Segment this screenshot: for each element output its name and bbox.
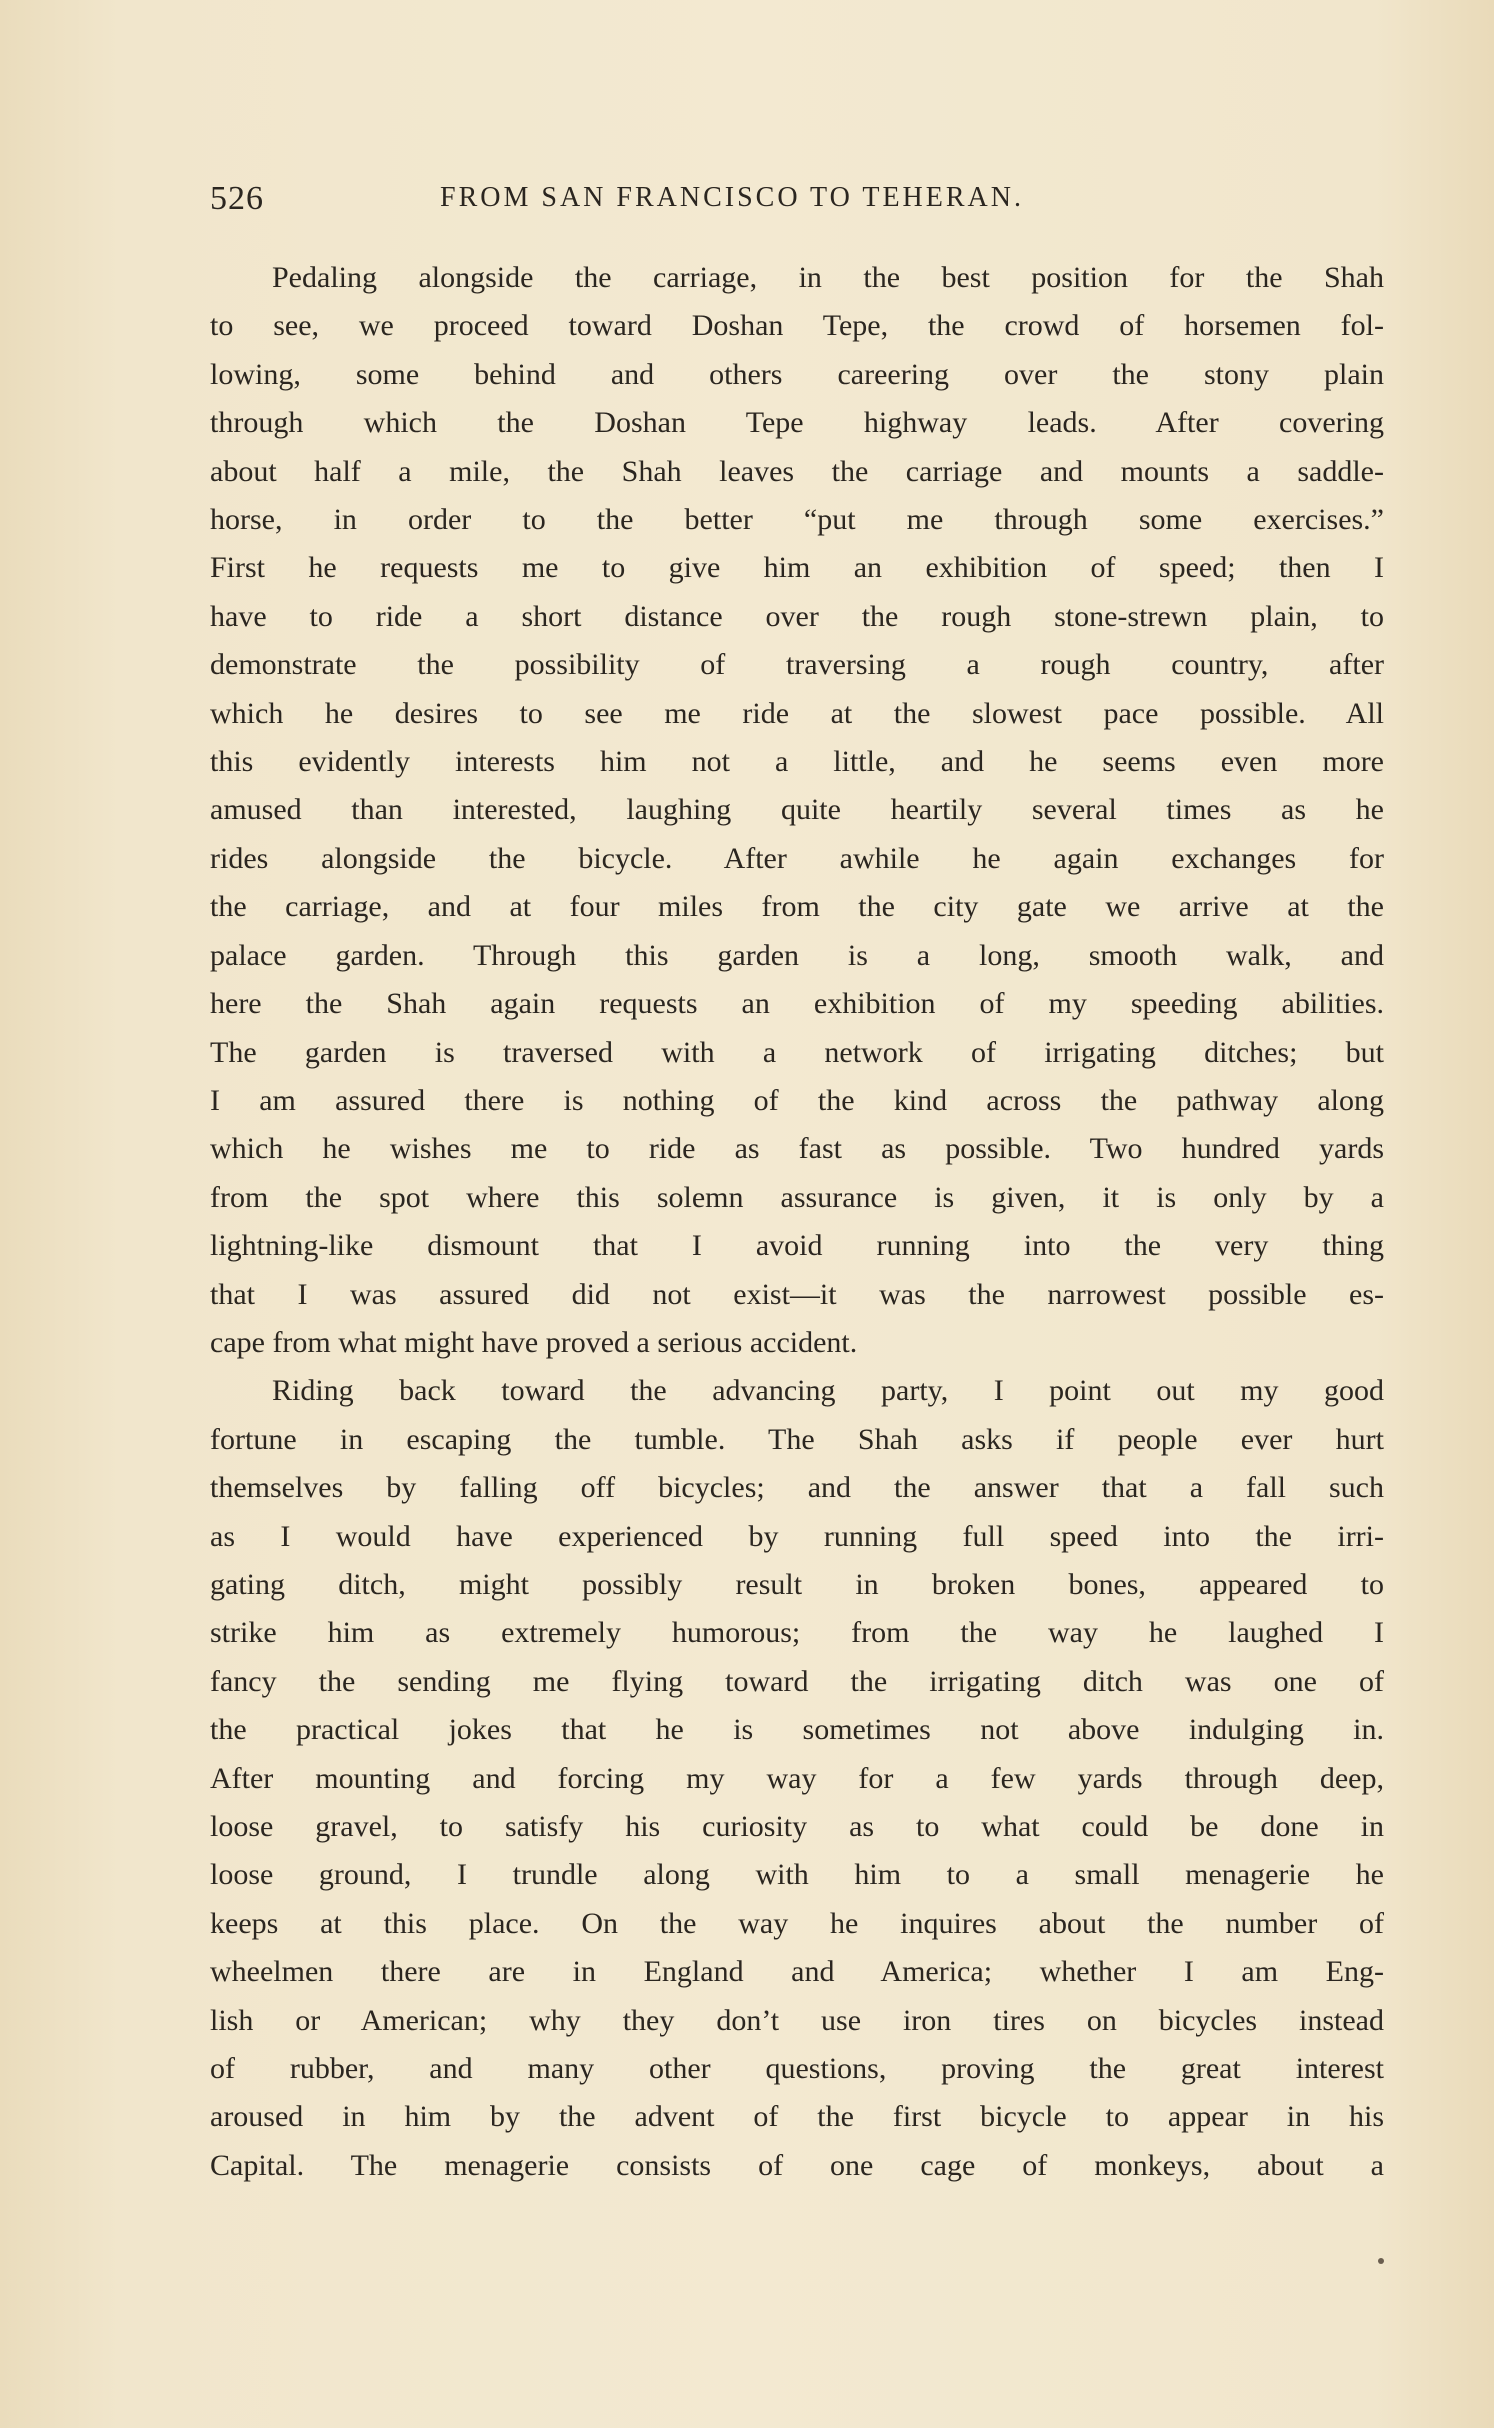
text-line: lowing, some behind and others careering over the stony plain [210,357,1384,391]
text-line: wheelmen there are in England and America; whether I am Eng- [210,1955,1384,1989]
text-line: lish or American; why they don’t use iron tires on bicycles instead [210,2003,1384,2037]
text-line: The garden is traversed with a network of irrigating ditches; but [210,1035,1384,1069]
running-head [210,180,1380,220]
text-line: that I was assured did not exist—it was the narrowest possible es- [210,1277,1384,1311]
text-line: the practical jokes that he is sometimes not above indulging in. [210,1713,1384,1747]
text-line: this evidently interests him not a little, and he seems even more [210,745,1384,779]
text-line: have to ride a short distance over the rough stone-strewn plain, to [210,599,1384,633]
text-line: through which the Doshan Tepe highway leads. After covering [210,406,1384,440]
text-line: about half a mile, the Shah leaves the carriage and mounts a saddle- [210,454,1384,488]
page-number: 526 [210,180,264,217]
text-line: horse, in order to the better “put me through some exercises.” [210,503,1384,537]
text-line: fancy the sending me flying toward the irrigating ditch was one of [210,1664,1384,1698]
text-line: lightning-like dismount that I avoid running into the very thing [210,1229,1384,1263]
text-line: to see, we proceed toward Doshan Tepe, the crowd of horsemen fol- [210,309,1384,343]
running-title: FROM SAN FRANCISCO TO TEHERAN. [440,182,1024,213]
text-line: First he requests me to give him an exhibition of speed; then I [210,551,1384,585]
text-line: amused than interested, laughing quite heartily several times as he [210,793,1384,827]
text-line: rides alongside the bicycle. After awhile he again exchanges for [210,841,1384,875]
text-line: of rubber, and many other questions, proving the great interest [210,2052,1384,2086]
text-line: strike him as extremely humorous; from the way he laughed I [210,1616,1384,1650]
text-line: from the spot where this solemn assurance is given, it is only by a [210,1180,1384,1214]
text-line: which he wishes me to ride as fast as possible. Two hundred yards [210,1132,1384,1166]
text-line: I am assured there is nothing of the kind across the pathway along [210,1083,1384,1117]
text-line: keeps at this place. On the way he inquires about the number of [210,1906,1384,1940]
text-line: as I would have experienced by running full speed into the irri- [210,1519,1384,1553]
text-line: fortune in escaping the tumble. The Shah asks if people ever hurt [210,1422,1384,1456]
text-line: Capital. The menagerie consists of one cage of monkeys, about a [210,2148,1384,2182]
text-line: here the Shah again requests an exhibition of my speeding abilities. [210,987,1384,1021]
ink-speck [1378,2258,1384,2264]
text-line: loose gravel, to satisfy his curiosity as to what could be done in [210,1810,1384,1843]
text-line: palace garden. Through this garden is a long, smooth walk, and [210,938,1384,972]
text-line: demonstrate the possibility of traversing a rough country, after [210,648,1384,682]
text-line: themselves by falling off bicycles; and the answer that a fall such [210,1471,1384,1505]
text-line: gating ditch, might possibly result in broken bones, appeared to [210,1567,1384,1601]
text-line: the carriage, and at four miles from the city gate we arrive at the [210,890,1384,924]
text-line: Pedaling alongside the carriage, in the best position for the Shah [272,261,1384,294]
text-line: Riding back toward the advancing party, I point out my good [272,1374,1384,1408]
text-line: cape from what might have proved a serious accident. [210,1325,858,1359]
text-line: aroused in him by the advent of the first bicycle to appear in his [210,2100,1384,2134]
body-text [210,254,1384,2190]
text-line: which he desires to see me ride at the slowest pace possible. All [210,696,1384,730]
text-line: After mounting and forcing my way for a few yards through deep, [210,1761,1384,1795]
text-line: loose ground, I trundle along with him to a small menagerie he [210,1858,1384,1892]
